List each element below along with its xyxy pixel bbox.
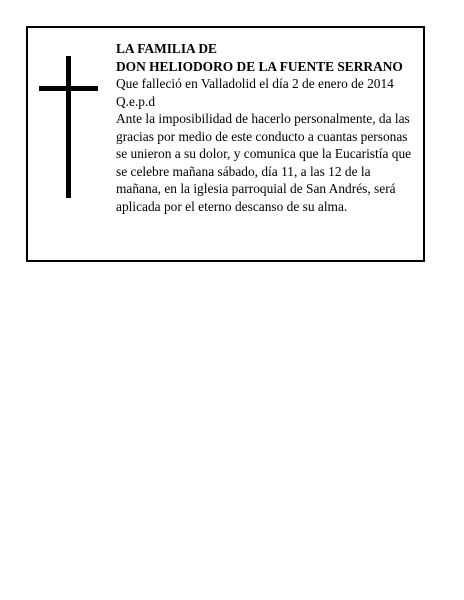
body-line: mañana, en la iglesia parroquial de San Andrés, será [116,181,396,196]
death-announcement: Que falleció en Valladolid el día 2 de enero de 2014 [116,76,394,91]
body-line: se unieron a su dolor, y comunica que la Eucaristía que [116,146,412,161]
cross-vertical-bar [66,56,71,198]
obituary-notice [26,26,425,262]
rest-in-peace: Q.e.p.d [116,93,156,109]
body-line: se celebre mañana sábado, día 11, a las 12 de la [116,163,371,179]
body-line: gracias por medio de este conducto a cuantas personas [116,128,408,144]
body-line: aplicada por el eterno descanso de su alma. [116,198,348,214]
body-line: Ante la imposibilidad de hacerlo personalmente, da las [116,111,410,126]
notice-text [116,40,416,215]
heading-family: LA FAMILIA DE [116,41,217,56]
cross-horizontal-bar [39,86,98,91]
heading-deceased-name: DON HELIODORO DE LA FUENTE SERRANO [116,58,403,74]
